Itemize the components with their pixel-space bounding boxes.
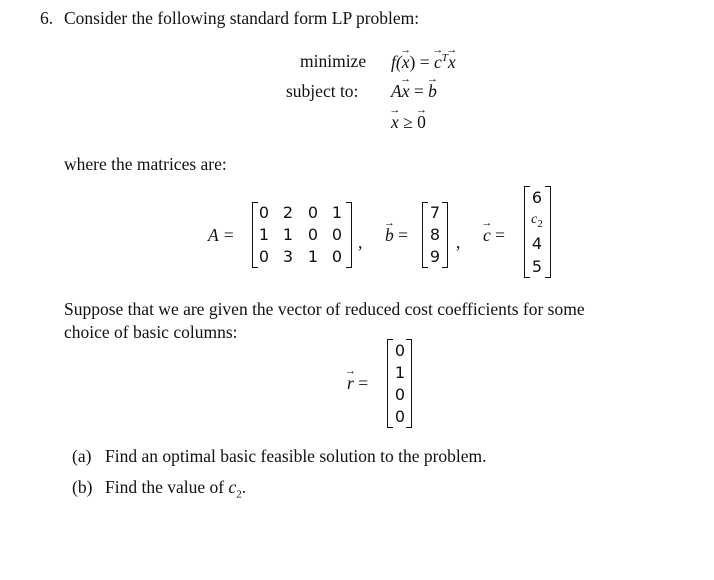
problem-number: 6. [40,8,54,28]
r-equals: = [358,373,369,393]
b-vector-label: → b [385,227,394,245]
part-b-body: Find the value of [105,477,225,497]
A-cell: 0 [331,225,343,244]
A-cell: 2 [282,203,294,222]
A-cell: 0 [258,247,270,266]
c-label [483,227,505,245]
paragraph-line-1: Suppose that we are given the vector of reduced cost coefficients for some [64,299,585,319]
equals: = [419,51,430,72]
objective-function [391,53,456,71]
x-vector: → x [402,54,410,72]
A-cell: 0 [307,203,319,222]
vector-b [422,202,448,268]
comma-2: , [456,232,461,252]
x-vector-3: → x [402,83,410,101]
equals-2: = [413,81,424,101]
A-cell: 1 [258,225,270,244]
A-symbol: A [391,81,402,101]
r-vector-label: → r [347,375,354,393]
c-cell: 5 [531,257,543,276]
c-cell-c2: $c_2$ [531,212,543,230]
ge-symbol: ≥ [403,112,413,132]
constraint-equation [391,83,437,101]
f-symbol: f( [391,51,402,72]
close-paren: ) [409,51,416,72]
vector-r [387,339,412,428]
r-cell: 0 [394,385,406,404]
problem-intro: Consider the following standard form LP problem: [64,8,420,28]
b-vector: → b [428,83,437,101]
matrix-A [252,202,352,268]
x-vector-2: → x [448,54,456,72]
c-cell: 6 [531,188,543,207]
A-cell: 1 [331,203,343,222]
r-cell: 0 [394,407,406,426]
c-vector-label: → c [483,227,491,245]
c-vector: → c [434,54,442,72]
A-cell: 1 [282,225,294,244]
subject-to-label: subject to: [286,81,359,101]
part-b-end: . [241,477,247,497]
comma-1: , [358,232,363,252]
zero-vector: → 0 [417,114,426,132]
vector-c [524,186,551,278]
paragraph-line-2: choice of basic columns: [64,322,238,342]
c2-sub: 2 [236,488,242,501]
r-cell: 0 [394,341,406,360]
where-text: where the matrices are: [64,154,227,174]
c-equals: = [495,225,506,245]
A-cell: 1 [307,247,319,266]
x-vector-4: → x [391,114,399,132]
b-cell: 7 [429,203,441,222]
c2-var: c [228,477,237,497]
part-a-label: (a) [72,446,92,466]
minimize-label: minimize [300,51,367,71]
part-b-label: (b) [72,477,93,497]
A-cell: 0 [307,225,319,244]
b-equals: = [398,225,408,245]
part-b-text [105,479,246,501]
A-label: A = [208,225,235,245]
A-cell: 3 [282,247,294,266]
r-cell: 1 [394,363,406,382]
nonneg-constraint [391,114,426,132]
A-cell: 0 [331,247,343,266]
A-cell: 0 [258,203,270,222]
c-cell: 4 [531,234,543,253]
r-label [347,375,368,393]
transpose-T: T [441,52,448,64]
b-cell: 8 [429,225,441,244]
part-a-text: Find an optimal basic feasible solution to the problem. [105,446,487,466]
b-cell: 9 [429,247,441,266]
b-label [385,227,408,245]
